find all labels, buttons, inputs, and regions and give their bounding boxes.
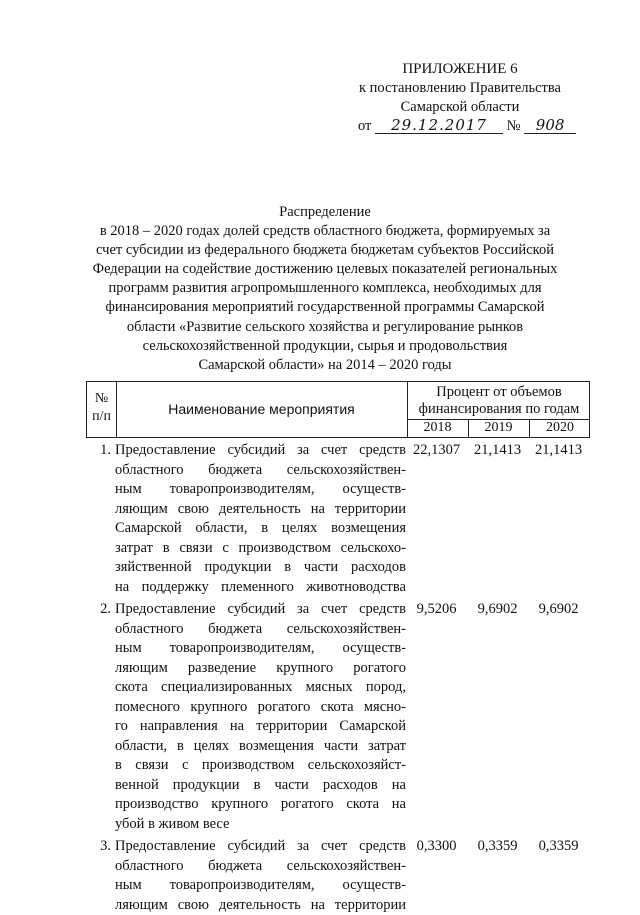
heading-line: области «Развитие сельского хозяйства и регулирование рынков	[80, 318, 570, 337]
row-text-line: в связи с производством сельскохозяйст-	[115, 756, 406, 776]
header-percent-group	[407, 382, 591, 419]
row-number: 1.	[86, 441, 115, 597]
appendix-line-2: Самарской области	[330, 98, 590, 117]
row-text-line: производство крупного рогатого скота на	[115, 795, 406, 815]
table-header	[86, 381, 590, 438]
appendix-line-1: к постановлению Правительства	[330, 79, 590, 98]
document-heading	[80, 203, 570, 375]
row-text-line: помесного крупного рогатого скота мясно-	[115, 698, 406, 718]
table-row	[86, 600, 590, 834]
row-text-line: венной продукции в части расходов на	[115, 776, 406, 796]
row-text-line: Предоставление субсидий за счет средств	[115, 441, 406, 461]
row-value-2018: 9,5206	[406, 600, 467, 834]
header-year-2018: 2018	[407, 419, 468, 437]
heading-line: Самарской области» на 2014 – 2020 годы	[80, 356, 570, 375]
header-group-line-2: финансирования по годам	[419, 401, 580, 417]
row-text-line: го направления на территории Самарской	[115, 717, 406, 737]
header-number	[87, 382, 116, 437]
row-value-2019: 9,6902	[467, 600, 528, 834]
heading-line: сельскохозяйственной продукции, сырья и продовольствия	[80, 337, 570, 356]
row-text-line: ляющим свою деятельность на территории	[115, 896, 406, 915]
appendix-header	[330, 60, 590, 136]
row-text-line: областного бюджета сельскохозяйствен-	[115, 461, 406, 481]
row-text-line: областного бюджета сельскохозяйствен-	[115, 857, 406, 877]
row-value-2019: 0,3359	[467, 837, 528, 915]
row-text-line: ным товаропроизводителям, осуществ-	[115, 480, 406, 500]
heading-line: финансирования мероприятий государственной программы Самарской	[80, 298, 570, 317]
row-text-line: областного бюджета сельскохозяйствен-	[115, 620, 406, 640]
number-label: №	[507, 118, 521, 134]
row-activity-name	[115, 441, 406, 597]
heading-line: программ развития агропромышленного комплекса, необходимых для	[80, 279, 570, 298]
header-activity-name: Наименование мероприятия	[116, 382, 407, 437]
header-year-2020: 2020	[529, 419, 591, 437]
row-value-2018: 0,3300	[406, 837, 467, 915]
row-value-2019: 21,1413	[467, 441, 528, 597]
heading-line: Распределение	[80, 203, 570, 222]
distribution-table	[86, 381, 590, 915]
row-activity-name	[115, 600, 406, 834]
header-number-line-1: №	[95, 391, 108, 406]
row-text-line: Самарской области, в целях возмещения	[115, 519, 406, 539]
row-value-2018: 22,1307	[406, 441, 467, 597]
table-row	[86, 441, 590, 597]
header-number-line-2: п/п	[92, 409, 111, 424]
row-text-line: скота специализированных мясных пород,	[115, 678, 406, 698]
row-number: 2.	[86, 600, 115, 834]
heading-line: Федерации на содействие достижению целевых показателей региональных	[80, 260, 570, 279]
handwritten-number: 908	[524, 117, 576, 134]
row-text-line: зяйственной продукции в части расходов	[115, 558, 406, 578]
table-row	[86, 837, 590, 915]
row-text-line: ляющим свою деятельность на территории	[115, 500, 406, 520]
row-text-line: ным товаропроизводителям, осуществ-	[115, 876, 406, 896]
heading-line: счет субсидии из федерального бюджета бюджетам субъектов Российской	[80, 241, 570, 260]
row-value-2020: 9,6902	[528, 600, 589, 834]
row-text-line: Предоставление субсидий за счет средств	[115, 600, 406, 620]
handwritten-date: 29.12.2017	[375, 117, 503, 134]
row-activity-name	[115, 837, 406, 915]
row-text-line: затрат в связи с производством сельскохо-	[115, 539, 406, 559]
row-value-2020: 0,3359	[528, 837, 589, 915]
row-text-line: области, в целях возмещения части затрат	[115, 737, 406, 757]
row-text-line: на поддержку племенного животноводства	[115, 578, 406, 598]
row-text-line: Предоставление субсидий за счет средств	[115, 837, 406, 857]
row-text-line: ным товаропроизводителям, осуществ-	[115, 639, 406, 659]
header-group-line-1: Процент от объемов	[436, 384, 561, 400]
row-number: 3.	[86, 837, 115, 915]
from-label: от	[358, 118, 371, 134]
appendix-date-number-line	[330, 117, 590, 136]
header-year-2019: 2019	[468, 419, 529, 437]
row-value-2020: 21,1413	[528, 441, 589, 597]
table-body	[86, 441, 590, 915]
appendix-title: ПРИЛОЖЕНИЕ 6	[330, 60, 590, 79]
row-text-line: ляющим разведение крупного рогатого	[115, 659, 406, 679]
row-text-line: убой в живом весе	[115, 815, 406, 835]
heading-line: в 2018 – 2020 годах долей средств областного бюджета, формируемых за	[80, 222, 570, 241]
